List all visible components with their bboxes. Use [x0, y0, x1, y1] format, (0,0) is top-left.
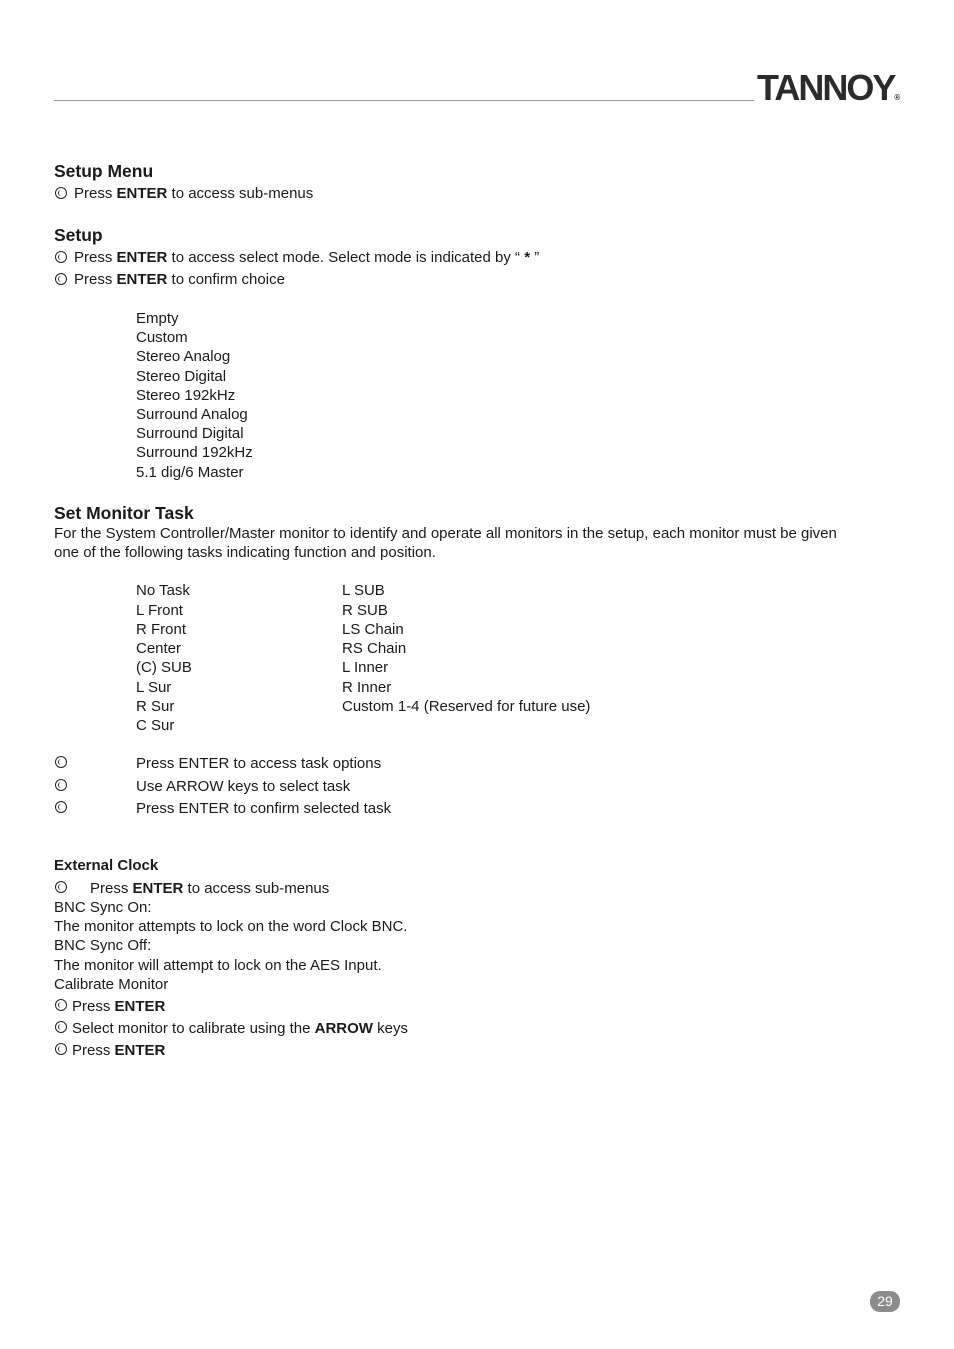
task-item: LS Chain	[342, 621, 404, 638]
clock-text: BNC Sync Off:	[54, 937, 152, 954]
calibrate-step: Select monitor to calibrate using the ARROW keys	[72, 1020, 408, 1037]
task-item: L Inner	[342, 659, 389, 676]
task-item: L SUB	[342, 582, 385, 599]
task-item: RS Chain	[342, 640, 407, 657]
setup-step-1: Press ENTER to access select mode. Select mode is indicated by “ * ”	[74, 249, 540, 266]
mode-item: Surround Digital	[136, 425, 244, 442]
mode-item: Surround 192kHz	[136, 444, 253, 461]
mode-item: Stereo Analog	[136, 348, 231, 365]
setup-step-2: Press ENTER to confirm choice	[74, 271, 285, 288]
task-item: R Sur	[136, 698, 175, 715]
header-rule	[54, 100, 754, 101]
monitor-task-intro: For the System Controller/Master monitor to identify and operate all monitors in the setup, each monitor must be given	[54, 525, 837, 542]
setup-heading: Setup	[54, 225, 103, 245]
task-item: R Inner	[342, 679, 392, 696]
mode-item: Surround Analog	[136, 406, 248, 423]
mode-item: Custom	[136, 329, 188, 346]
task-item: Custom 1-4 (Reserved for future use)	[342, 698, 591, 715]
calibrate-step: Press ENTER	[72, 1042, 166, 1059]
mode-item: Stereo 192kHz	[136, 387, 236, 404]
task-item: R Front	[136, 621, 187, 638]
task-item: No Task	[136, 582, 190, 599]
mode-item: 5.1 dig/6 Master	[136, 464, 244, 481]
monitor-task-step: Use ARROW keys to select task	[136, 778, 351, 795]
task-item: L Sur	[136, 679, 172, 696]
external-clock-step: Press ENTER to access sub-menus	[90, 880, 330, 897]
setup-menu-step: Press ENTER to access sub-menus	[74, 185, 314, 202]
task-item: Center	[136, 640, 182, 657]
task-item: (C) SUB	[136, 659, 192, 676]
clock-text: BNC Sync On:	[54, 899, 152, 916]
external-clock-heading: External Clock	[54, 857, 159, 874]
mode-item: Empty	[136, 310, 179, 327]
mode-item: Stereo Digital	[136, 368, 227, 385]
clock-text: The monitor attempts to lock on the word Clock BNC.	[54, 918, 408, 935]
enter-key-icon	[55, 756, 67, 768]
enter-key-icon	[55, 251, 67, 263]
clock-text: The monitor will attempt to lock on the AES Input.	[54, 957, 382, 974]
enter-key-icon	[55, 273, 67, 285]
setup-menu-heading: Setup Menu	[54, 161, 154, 181]
enter-key-icon	[55, 881, 67, 893]
task-item: L Front	[136, 602, 183, 619]
arrow-key-icon	[55, 779, 67, 791]
monitor-task-step: Press ENTER to confirm selected task	[136, 800, 392, 817]
enter-key-icon	[55, 999, 67, 1011]
enter-key-icon	[55, 1043, 67, 1055]
task-item: R SUB	[342, 602, 388, 619]
monitor-task-step: Press ENTER to access task options	[136, 755, 382, 772]
monitor-task-heading: Set Monitor Task	[54, 503, 194, 523]
page-number-badge: 29	[870, 1291, 900, 1312]
enter-key-icon	[55, 187, 67, 199]
calibrate-step: Press ENTER	[72, 998, 166, 1015]
enter-key-icon	[55, 801, 67, 813]
arrow-key-icon	[55, 1021, 67, 1033]
task-item: C Sur	[136, 717, 175, 734]
brand-logo: TANNOY®	[757, 67, 901, 108]
monitor-task-intro: one of the following tasks indicating function and position.	[54, 544, 436, 561]
clock-text: Calibrate Monitor	[54, 976, 169, 993]
